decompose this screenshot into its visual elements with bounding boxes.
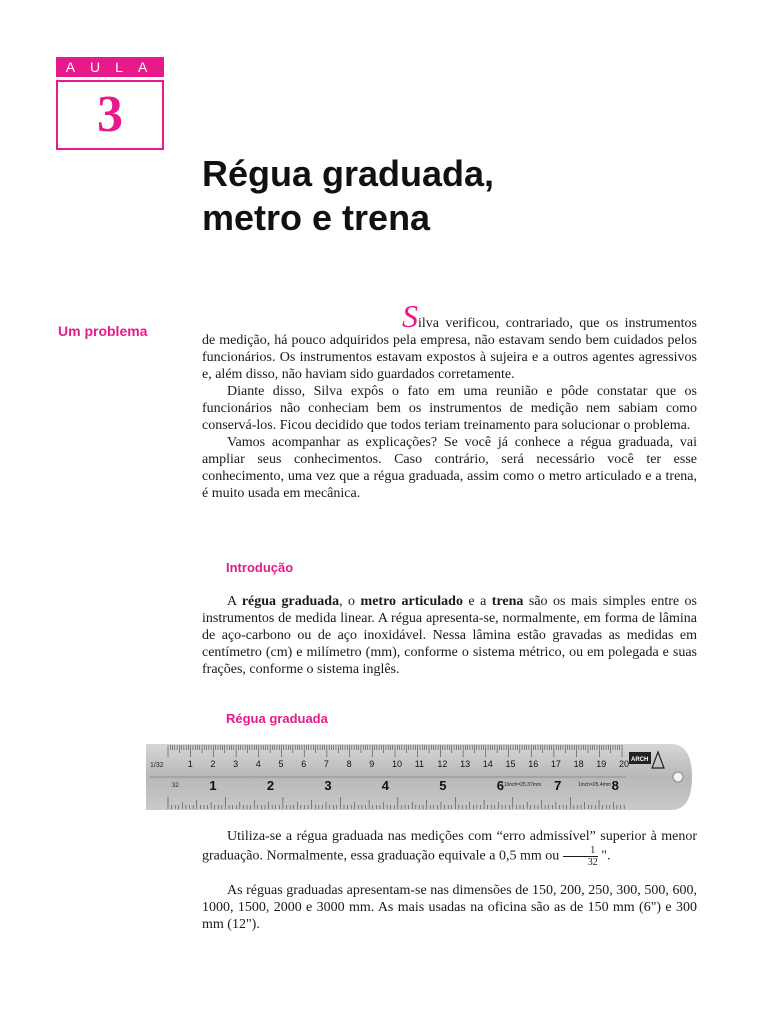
ruler-bottom-number: 2 bbox=[266, 778, 275, 793]
ruler-note-mid: 1/inch=25.37mm bbox=[504, 782, 542, 788]
regua-paragraph-2: As réguas graduadas apresentam-se nas dimensões de 150, 200, 250, 300, 500, 600, 1000, 1500, 2000 e 3000 mm. As mais usadas na oficina são as de 150 mm (6") e 300 mm (12"). bbox=[202, 883, 697, 932]
regua-text-b: ". bbox=[597, 848, 611, 864]
term-trena: trena bbox=[491, 594, 524, 609]
lesson-number: 3 bbox=[56, 80, 164, 150]
ruler-top-number: 1 bbox=[187, 759, 193, 769]
ruler-bottom-number: 8 bbox=[611, 778, 619, 793]
ruler-top-number: 12 bbox=[437, 759, 448, 769]
lesson-label: AULA bbox=[56, 57, 164, 77]
ruler-top-number: 11 bbox=[414, 759, 425, 769]
ruler-top-scale bbox=[168, 745, 622, 757]
intro-text bbox=[202, 298, 697, 502]
ruler-top-number: 19 bbox=[596, 759, 607, 769]
regua-text bbox=[202, 828, 697, 933]
regua-paragraph-1 bbox=[202, 828, 697, 868]
intro-paragraph-2: Diante disso, Silva expôs o fato em uma reunião e pôde constatar que os funcionários não conheciam bem os instrumentos de medição nem sabiam como conservá-los. Ficou decidido que todos teriam treinamento para solucionar o problema. bbox=[202, 384, 697, 433]
ruler-brand: ARCH bbox=[631, 757, 649, 763]
ruler-top-number: 7 bbox=[323, 759, 329, 769]
fraction-1-32 bbox=[563, 845, 598, 868]
ruler-top-number: 15 bbox=[505, 759, 516, 769]
ruler-note-right: 1inch=25.4mm bbox=[578, 782, 611, 788]
intro-text-c: e a bbox=[462, 594, 492, 609]
intro-text-d: são os mais simples entre os instrumentos de medida linear. A régua apresenta-se, normalmente, em forma de lâmina de aço-carbono ou de aço inoxidável. Nessa lâmina estão gravadas as medidas em centímetro (cm) e milímetro (mm), conforme o sistema métrico, ou em polegada e suas frações, conforme o sistema inglês. bbox=[202, 594, 697, 677]
fraction-numerator: 1 bbox=[590, 845, 596, 856]
ruler-top-number: 9 bbox=[369, 759, 375, 769]
fraction-denominator: 32 bbox=[563, 856, 598, 868]
intro-text-a: A bbox=[227, 594, 242, 609]
ruler-top-number: 6 bbox=[301, 759, 307, 769]
ruler-top-number: 18 bbox=[573, 759, 584, 769]
ruler-top-number: 14 bbox=[482, 759, 493, 769]
ruler-top-number: 2 bbox=[210, 759, 216, 769]
ruler-image bbox=[146, 742, 694, 812]
ruler-top-number: 5 bbox=[278, 759, 284, 769]
introducao-paragraph bbox=[202, 593, 697, 678]
ruler-top-number: 8 bbox=[346, 759, 352, 769]
ruler-bottom-number: 5 bbox=[439, 778, 447, 793]
ruler-top-number: 3 bbox=[233, 759, 239, 769]
heading-introducao: Introdução bbox=[226, 560, 294, 575]
regua-text-a: Utiliza-se a régua graduada nas medições com “erro admissível” superior à menor graduação. Normalmente, essa graduação equivale a 0,5 mm ou bbox=[202, 829, 697, 864]
ruler-top-number: 10 bbox=[392, 759, 403, 769]
section-side-label: Um problema bbox=[58, 323, 148, 339]
ruler-top-unit: 1/32 bbox=[150, 762, 164, 769]
ruler-bottom-number: 4 bbox=[381, 778, 390, 793]
ruler-top-number: 20 bbox=[619, 759, 630, 769]
ruler-bottom-number: 7 bbox=[554, 778, 562, 793]
intro-paragraph-1 bbox=[202, 298, 697, 383]
ruler-bottom-number: 3 bbox=[324, 778, 332, 793]
heading-regua: Régua graduada bbox=[226, 711, 328, 726]
ruler-bottom-number: 6 bbox=[496, 778, 504, 793]
intro-text-b: , o bbox=[339, 594, 361, 609]
ruler-top-number: 17 bbox=[550, 759, 561, 769]
title-line-1: Régua graduada, bbox=[202, 153, 495, 194]
ruler-top-number: 4 bbox=[255, 759, 261, 769]
intro-paragraph-3: Vamos acompanhar as explicações? Se você já conhece a régua graduada, vai ampliar seus conhecimentos. Caso contrário, será necessário você ter esse conhecimento, uma vez que a régua graduada, assim como o metro articulado e a trena, é muito usada em mecânica. bbox=[202, 435, 697, 501]
term-regua: régua graduada bbox=[241, 594, 340, 609]
page-title bbox=[202, 152, 494, 240]
drop-cap: S bbox=[402, 298, 418, 334]
ruler-bottom-unit: 32 bbox=[172, 783, 179, 789]
ruler-hole bbox=[673, 772, 683, 782]
intro-paragraph-1-text: ilva verificou, contrariado, que os instrumentos de medição, há pouco adquiridos pela empresa, não estavam sendo bem cuidados pelos funcionários. Os instrumentos estavam expostos à sujeira e a outros agentes agressivos e, além disso, não haviam sido guardados corretamente. bbox=[202, 316, 697, 382]
ruler-top-number: 16 bbox=[528, 759, 539, 769]
ruler-top-number: 13 bbox=[460, 759, 471, 769]
introducao-text bbox=[202, 593, 697, 678]
ruler-bottom-number: 1 bbox=[209, 778, 217, 793]
term-metro: metro articulado bbox=[360, 594, 463, 609]
title-line-2: metro e trena bbox=[202, 197, 431, 238]
